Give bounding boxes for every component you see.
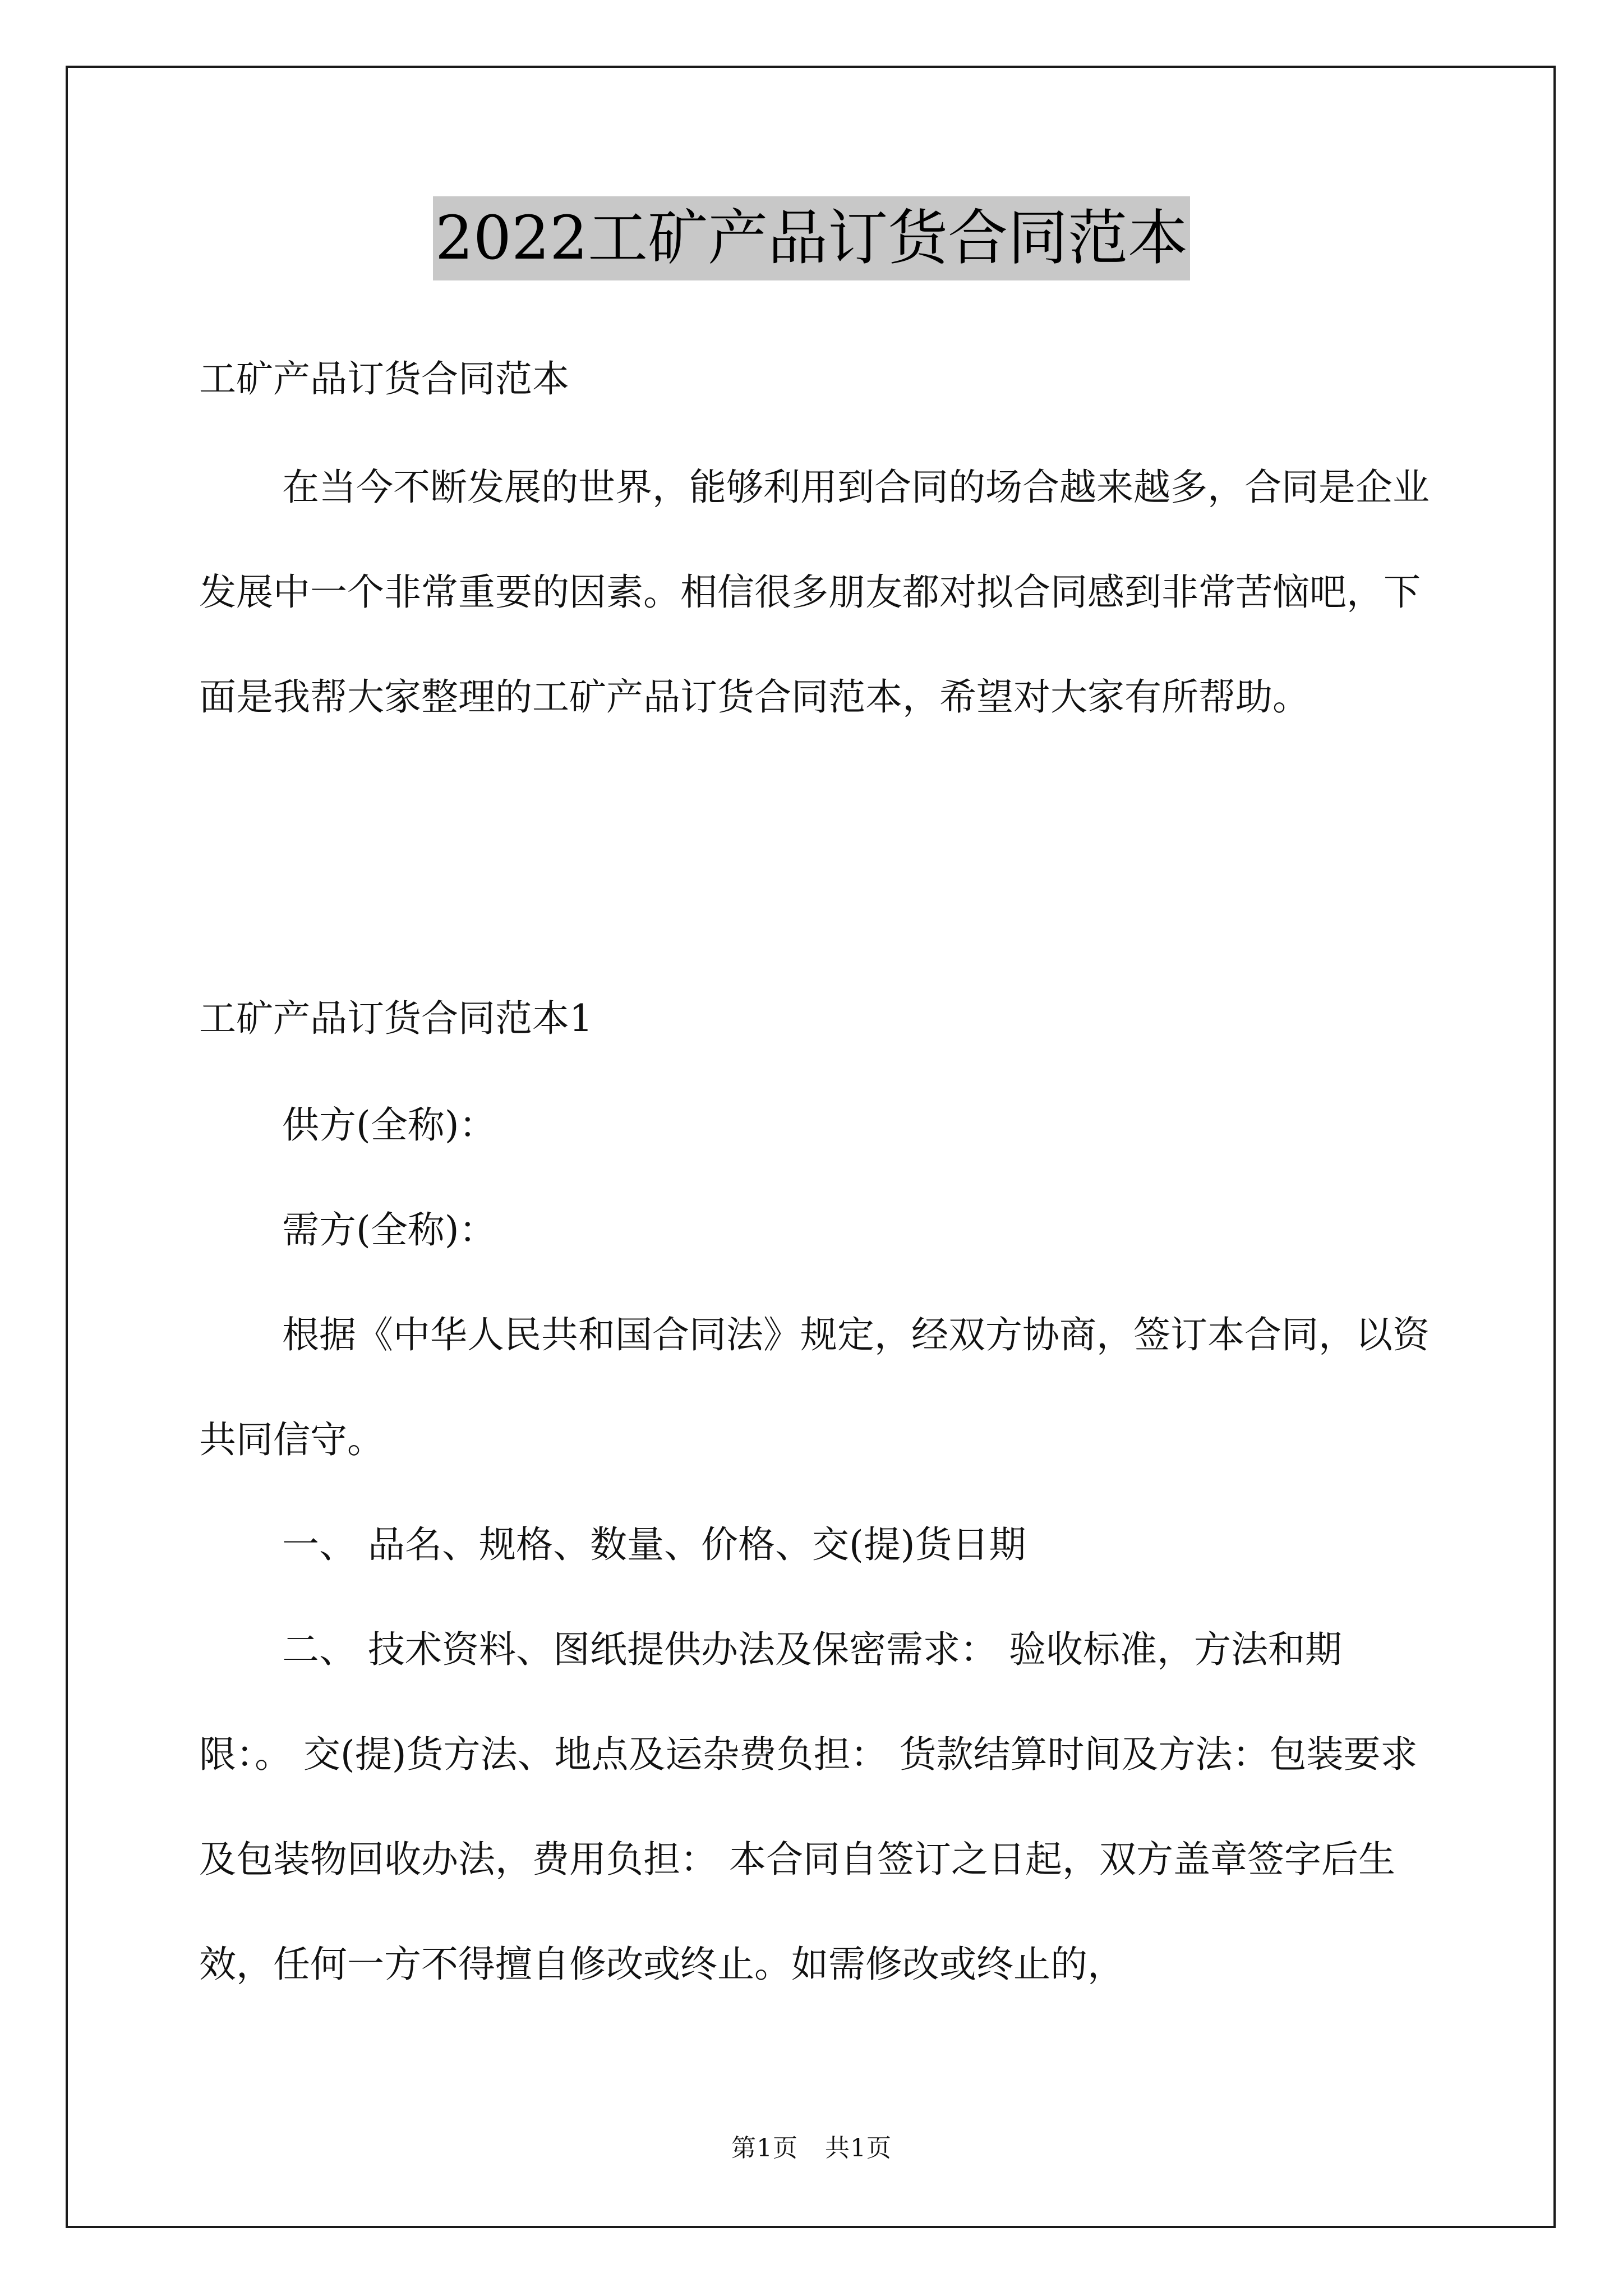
section-heading-text: 工矿产品订货合同范本1 <box>199 997 593 1040</box>
section-heading <box>199 966 1433 1071</box>
contract-body <box>199 1073 1433 2017</box>
page-footer <box>0 2132 1623 2165</box>
intro-paragraph <box>199 435 1433 749</box>
document-title <box>0 196 1623 298</box>
basis-paragraph: 根据《中华人民共和国合同法》规定，经双方协商，签订本合同，以资共同信守。 <box>199 1313 1430 1461</box>
intro-text: 在当今不断发展的世界，能够利用到合同的场合越来越多，合同是企业发展中一个非常重要的因素。相信很多朋友都对拟合同感到非常苦恼吧，下面是我帮大家整理的工矿产品订货合同范本，希望对大家有所帮助。 <box>199 466 1430 719</box>
page-total: 共1页 <box>825 2134 892 2162</box>
subtitle-text: 工矿产品订货合同范本 <box>199 357 569 401</box>
supplier-line: 供方(全称)： <box>282 1103 496 1147</box>
clause-two: 二、 技术资料、图纸提供办法及保密需求： 验收标准，方法和期限：。 交(提)货方法、地点及运杂费负担： 货款结算时间及方法：包装要求及包装物回收办法，费用负担： 本合同自签订之日起，双方盖章签字后生效，任何一方不得擅自修改或终止。如需修改或终止的， <box>199 1628 1418 1986</box>
clause-one: 一、 品名、规格、数量、价格、交(提)货日期 <box>282 1523 1026 1566</box>
document-title-text: 2022工矿产品订货合同范本 <box>433 196 1190 280</box>
document-subtitle <box>199 326 1433 431</box>
buyer-line: 需方(全称)： <box>282 1208 496 1251</box>
page-number: 第1页 <box>731 2134 798 2162</box>
